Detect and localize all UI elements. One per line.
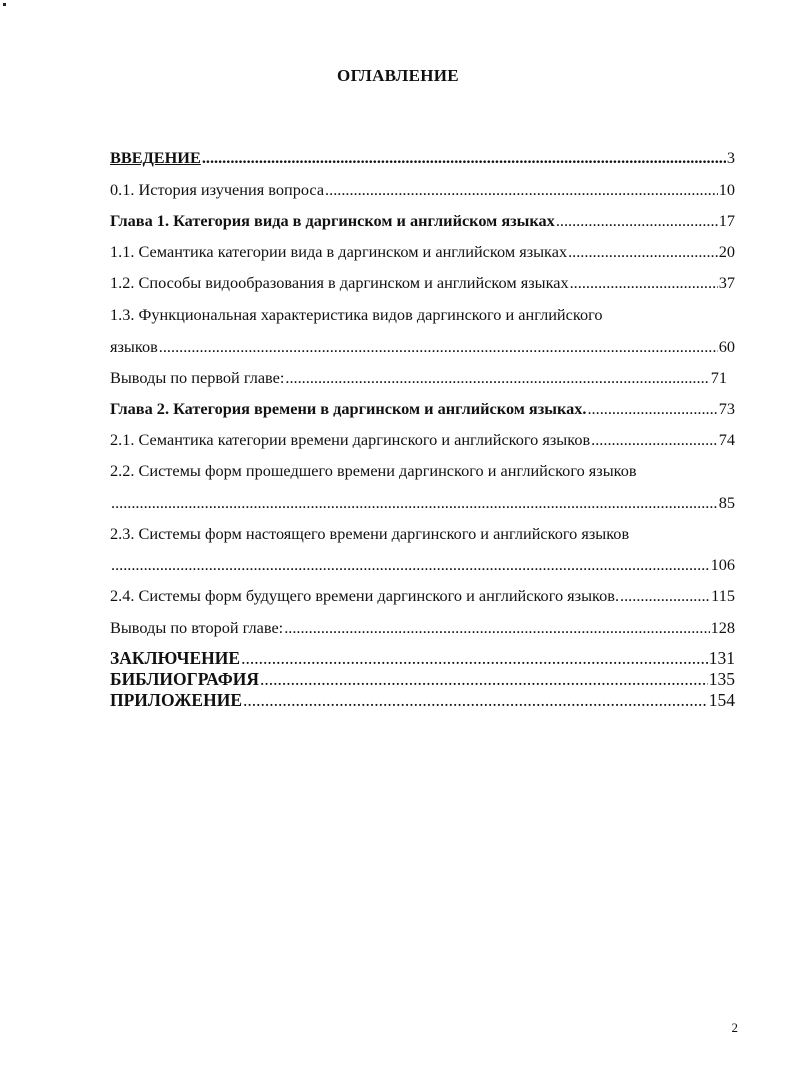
toc-page-number: 115	[711, 586, 735, 605]
toc-entry-label: 0.1. История изучения вопроса	[110, 180, 325, 199]
toc-entry-label: Глава 2. Категория времени в даргинском и английском языках.	[110, 399, 587, 418]
toc-entry-label: Выводы по первой главе:	[110, 368, 285, 387]
dot-leader	[587, 399, 717, 419]
dot-leader	[570, 273, 718, 293]
toc-entry-conclusion[interactable]	[110, 648, 735, 668]
toc-entry-label: БИБЛИОГРАФИЯ	[110, 669, 259, 689]
toc-entry-chapter-2-conclusions[interactable]	[110, 618, 735, 638]
toc-page-number: 131	[708, 648, 735, 668]
toc-entry-label: языков	[110, 337, 158, 356]
toc-page-number: 10	[718, 180, 735, 199]
toc-entry-appendix[interactable]	[110, 690, 735, 710]
toc-entry-label: 1.2. Способы видообразования в даргинском и английском языках	[110, 273, 569, 292]
toc-entry-label: ПРИЛОЖЕНИЕ	[110, 690, 243, 710]
toc-entry-label: 1.1. Семантика категории вида в даргинском и английском языках	[110, 242, 568, 261]
toc-page-number: 37	[718, 273, 735, 292]
dot-leader	[620, 586, 710, 606]
toc-page-number: 106	[710, 555, 735, 574]
toc-entry-label: ВВЕДЕНИЕ	[110, 148, 201, 167]
toc-page-number: 17	[718, 211, 735, 230]
toc-entry-chapter-1[interactable]	[110, 211, 735, 231]
scan-mark	[3, 3, 6, 6]
toc-entry-introduction[interactable]	[110, 148, 735, 168]
page-number: 2	[731, 1020, 738, 1035]
toc-entry-label: Глава 1. Категория вида в даргинском и английском языках	[110, 211, 555, 230]
dot-leader	[325, 180, 718, 200]
toc-page-number: 128	[710, 618, 735, 637]
dot-leader	[556, 211, 718, 231]
toc-entry-0-1[interactable]	[110, 180, 735, 200]
toc-entry-chapter-1-conclusions[interactable]	[110, 368, 727, 388]
dot-leader	[241, 648, 708, 668]
toc-entry-label: 2.1. Семантика категории времени даргинского и английского языков	[110, 430, 591, 449]
toc-page-number: 20	[718, 242, 735, 261]
toc-entry-label: Выводы по второй главе:	[110, 618, 284, 637]
toc-entry-1-3-line-1[interactable]: 1.3. Функциональная характеристика видов даргинского и английского	[110, 305, 603, 324]
dot-leader	[159, 337, 718, 357]
dot-leader	[591, 430, 718, 450]
toc-entry-1-3[interactable]	[110, 337, 735, 357]
toc-entry-2-3[interactable]	[110, 555, 735, 575]
toc-page-number: 135	[708, 669, 735, 689]
toc-entry-2-2[interactable]	[110, 493, 735, 513]
toc-page-number: 60	[718, 337, 735, 356]
dot-leader	[285, 368, 709, 388]
toc-entry-chapter-2[interactable]	[110, 399, 735, 419]
page-title: ОГЛАВЛЕНИЕ	[337, 66, 459, 85]
dot-leader	[260, 669, 708, 689]
toc-entry-2-1[interactable]	[110, 430, 735, 450]
dot-leader	[243, 690, 708, 710]
toc-page-number: 74	[718, 430, 735, 449]
toc-page-number: 154	[708, 690, 735, 710]
toc-page-number: 85	[718, 493, 735, 512]
dot-leader	[202, 148, 726, 168]
toc-entry-2-2-line-1[interactable]: 2.2. Системы форм прошедшего времени даргинского и английского языков	[110, 461, 637, 480]
dot-leader	[111, 555, 710, 575]
dot-leader	[568, 242, 718, 262]
toc-entry-1-2[interactable]	[110, 273, 735, 293]
toc-entry-1-1[interactable]	[110, 242, 735, 262]
toc-page-number: 73	[718, 399, 735, 418]
toc-entry-label: ЗАКЛЮЧЕНИЕ	[110, 648, 241, 668]
toc-entry-label: 2.4. Системы форм будущего времени даргинского и английского языков.	[110, 586, 620, 605]
toc-page-number: 71	[710, 368, 727, 387]
toc-page-number: 3	[726, 148, 735, 167]
toc-entry-2-3-line-1[interactable]: 2.3. Системы форм настоящего времени даргинского и английского языков	[110, 524, 630, 543]
toc-entry-2-4[interactable]	[110, 586, 735, 606]
toc-entry-bibliography[interactable]	[110, 669, 735, 689]
dot-leader	[111, 493, 718, 513]
dot-leader	[284, 618, 709, 638]
